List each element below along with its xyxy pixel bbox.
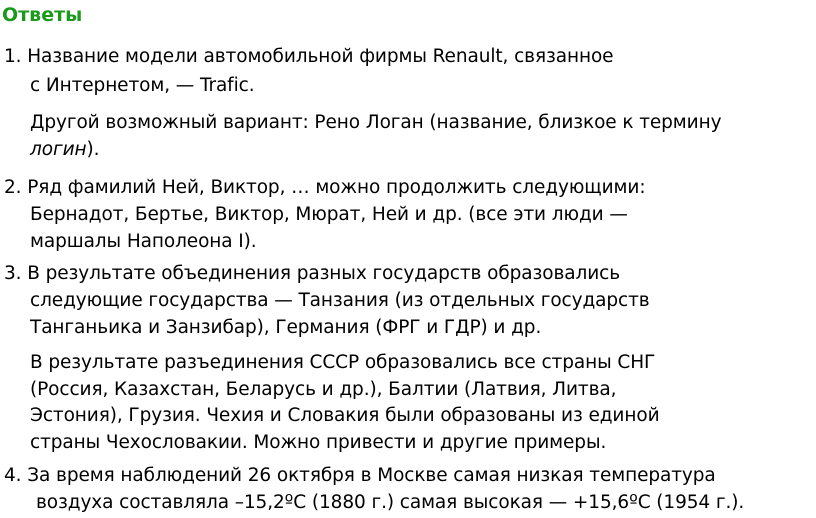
answer-3-line-4: В результате разъединения СССР образовались все страны СНГ xyxy=(30,352,656,373)
answer-2-line-1: 2. Ряд фамилий Ней, Виктор, … можно продолжить следующими: xyxy=(4,177,646,198)
answer-1-line-4 xyxy=(30,137,99,163)
answer-4-line-1: 4. За время наблюдений 26 октября в Москве самая низкая температура xyxy=(4,465,716,486)
answer-1-italic-term: логин xyxy=(30,139,87,160)
answer-3-line-5: (Россия, Казахстан, Беларусь и др.), Балтии (Латвия, Литва, xyxy=(30,379,617,400)
page-title: Ответы xyxy=(2,4,83,26)
answer-3-line-1: 3. В результате объединения разных государств образовались xyxy=(4,263,621,284)
answer-2-line-3: маршалы Наполеона I). xyxy=(30,231,257,252)
answer-3-line-3: Танганьика и Занзибар), Германия (ФРГ и ГДР) и др. xyxy=(30,317,542,338)
answer-4-line-2: воздуха составляла –15,2ºС (1880 г.) самая высокая — +15,6ºС (1954 г.). xyxy=(36,492,745,513)
answer-1-line-1: 1. Название модели автомобильной фирмы Renault, связанное xyxy=(4,46,614,67)
answer-3-line-2: следующие государства — Танзания (из отдельных государств xyxy=(30,290,650,311)
answer-3-line-6: Эстония), Грузия. Чехия и Словакия были образованы из единой xyxy=(30,405,660,426)
answer-1-line-4-end: ). xyxy=(86,139,100,160)
answer-3-line-7: страны Чехословакии. Можно привести и другие примеры. xyxy=(30,432,607,453)
answer-1-line-2: с Интернетом, — Trafic. xyxy=(30,75,255,96)
answer-1-line-3: Другой возможный вариант: Рено Логан (название, близкое к термину xyxy=(30,112,722,133)
answer-2-line-2: Бернадот, Бертье, Виктор, Мюрат, Ней и др. (все эти люди — xyxy=(30,204,628,225)
